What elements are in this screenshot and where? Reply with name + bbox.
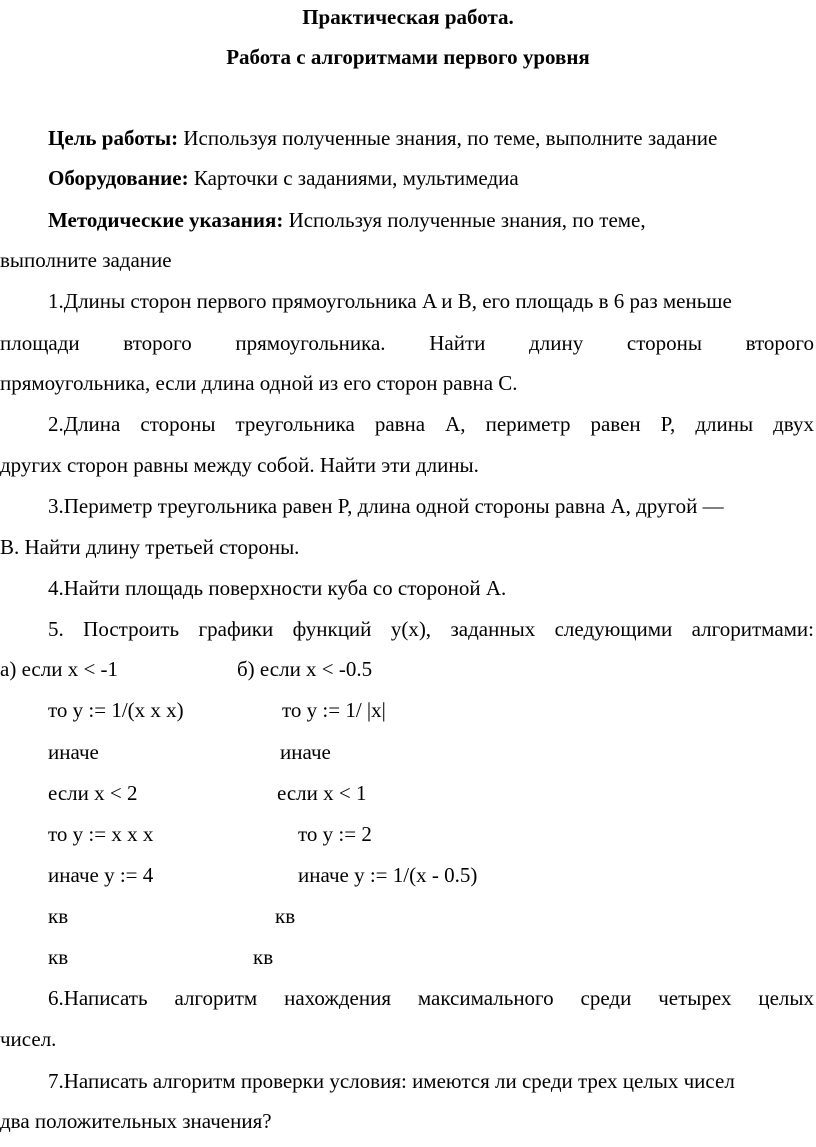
goal-text: Используя полученные знания, по теме, выполните задание [178,126,718,150]
goal-line [48,125,717,151]
task-6-line-1: 6.Написать алгоритм нахождения максимального среди четырех целых [48,986,814,1010]
algorithm-b-line-1: б) если x < -0.5 [237,657,373,681]
algorithm-a-line-3: иначе [48,740,99,764]
task-1-line-2: площади второго прямоугольника. Найти длину стороны второго [0,331,814,355]
document-subtitle: Работа с алгоритмами первого уровня [226,45,590,69]
algorithm-a-line-1: а) если x < -1 [0,657,119,681]
guidelines-line-2: выполните задание [0,248,172,272]
algorithm-b-line-8: кв [253,945,274,969]
equipment-text: Карточки с заданиями, мультимедиа [188,166,519,190]
task-7-line-2: два положительных значения? [0,1109,272,1133]
algorithm-b-line-4: если x < 1 [277,781,367,805]
guidelines-line [48,207,646,233]
algorithm-b-line-5: то y := 2 [298,822,372,846]
document-title: Практическая работа. [302,5,514,29]
algorithm-b-line-6: иначе y := 1/(x - 0.5) [298,863,478,887]
guidelines-text: Используя полученные знания, по теме, [283,208,646,232]
algorithm-b-line-7: кв [275,904,296,928]
algorithm-a-line-8: кв [48,945,69,969]
guidelines-label: Методические указания: [48,208,284,232]
task-6-line-2: чисел. [0,1027,57,1051]
equipment-label: Оборудование: [48,166,189,190]
task-4-line-1: 4.Найти площадь поверхности куба со стороной A. [48,576,507,600]
goal-label: Цель работы: [48,126,179,150]
task-7-line-1: 7.Написать алгоритм проверки условия: имеются ли среди трех целых чисел [48,1069,735,1093]
algorithm-a-line-7: кв [48,904,69,928]
algorithm-b-line-2: то y := 1/ |x| [282,698,386,722]
equipment-line [48,165,519,191]
task-1-line-1: 1.Длины сторон первого прямоугольника A и B, его площадь в 6 раз меньше [48,289,732,313]
algorithm-b-line-3: иначе [280,740,331,764]
task-3-line-1: 3.Периметр треугольника равен P, длина одной стороны равна A, другой — [48,494,724,518]
algorithm-a-line-5: то y := x x x [48,822,154,846]
task-2-line-2: других сторон равны между собой. Найти эти длины. [0,453,479,477]
task-2-line-1: 2.Длина стороны треугольника равна A, периметр равен P, длины двух [48,412,814,436]
algorithm-a-line-4: если x < 2 [48,781,138,805]
algorithm-a-line-6: иначе y := 4 [48,863,154,887]
task-1-line-3: прямоугольника, если длина одной из его сторон равна C. [0,371,518,395]
algorithm-a-line-2: то y := 1/(x x x) [48,698,184,722]
task-5-line-1: 5. Построить графики функций y(x), заданных следующими алгоритмами: [48,617,814,641]
task-3-line-2: B. Найти длину третьей стороны. [0,535,300,559]
